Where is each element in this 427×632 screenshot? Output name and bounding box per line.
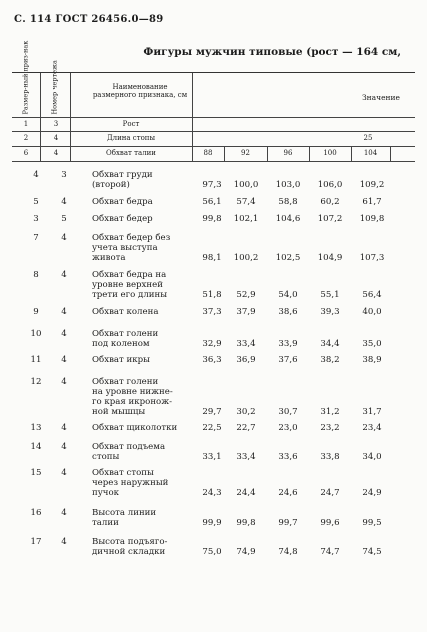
row-name-line: Обхват бедер <box>92 214 153 224</box>
head-row-pic: 4 <box>53 149 59 157</box>
row-value: 74,8 <box>278 547 298 557</box>
row-value: 99,5 <box>362 518 382 528</box>
row-name-line: Обхват стопы <box>92 468 154 478</box>
row-value: 37,3 <box>202 307 222 317</box>
row-value: 39,3 <box>320 307 340 317</box>
row-name <box>92 423 192 433</box>
row-value: 22,7 <box>236 423 256 433</box>
table-row <box>12 377 415 417</box>
head-row-num: 2 <box>23 134 29 142</box>
table-subtitle: Фигуры мужчин типовые (рост — 164 см, <box>143 46 401 58</box>
row-value: 24,4 <box>236 488 256 498</box>
row-number: 8 <box>33 270 39 280</box>
row-drawing: 4 <box>61 537 67 547</box>
row-value: 23,4 <box>362 423 382 433</box>
row-name-line: Обхват груди <box>92 170 153 180</box>
row-value: 32,9 <box>202 339 222 349</box>
row-name-line: Высота подъяго- <box>92 537 168 547</box>
head-row-num: 1 <box>23 120 29 128</box>
row-number: 9 <box>33 307 39 317</box>
row-number: 10 <box>30 329 42 339</box>
row-value: 98,1 <box>202 253 222 263</box>
row-value: 33,4 <box>236 339 256 349</box>
row-value: 23,0 <box>278 423 298 433</box>
row-name <box>92 233 192 263</box>
row-name-line: Обхват голени <box>92 377 159 387</box>
size-header: 104 <box>363 149 378 157</box>
row-drawing: 4 <box>61 270 67 280</box>
size-header: 96 <box>283 149 293 157</box>
row-drawing: 4 <box>61 442 67 452</box>
row-value: 37,9 <box>236 307 256 317</box>
table-row <box>12 307 415 317</box>
row-value: 107,3 <box>359 253 385 263</box>
row-name-line: го края икронож- <box>92 397 173 407</box>
row-value: 99,8 <box>202 214 222 224</box>
table-row <box>12 508 415 528</box>
row-value: 34,0 <box>362 452 382 462</box>
row-number: 7 <box>33 233 39 243</box>
column-header-name: Наименование размерного признака, см <box>92 83 188 99</box>
row-name <box>92 508 192 528</box>
row-value: 52,9 <box>236 290 256 300</box>
row-name-line: талии <box>92 518 119 528</box>
row-value: 57,4 <box>236 197 256 207</box>
row-name-line: Обхват подъема <box>92 442 166 452</box>
size-header: 92 <box>241 149 250 157</box>
row-value: 97,3 <box>202 180 222 190</box>
row-drawing: 4 <box>61 197 67 207</box>
row-value: 31,2 <box>320 407 340 417</box>
row-value: 100,2 <box>233 253 259 263</box>
row-number: 13 <box>30 423 42 433</box>
table-row <box>12 329 415 349</box>
table-row <box>12 442 415 462</box>
row-number: 11 <box>30 355 42 365</box>
row-drawing: 3 <box>61 170 67 180</box>
table-row <box>12 233 415 263</box>
row-name-line: дичной складки <box>92 547 166 557</box>
row-number: 17 <box>30 537 42 547</box>
row-value: 24,7 <box>320 488 340 498</box>
row-drawing: 4 <box>61 468 67 478</box>
head-row-name: Обхват талии <box>106 149 156 157</box>
row-value: 99,6 <box>320 518 340 528</box>
row-value: 24,6 <box>278 488 298 498</box>
row-value: 99,9 <box>202 518 222 528</box>
row-value: 106,0 <box>317 180 343 190</box>
row-drawing: 4 <box>61 307 67 317</box>
row-name <box>92 329 192 349</box>
row-number: 15 <box>30 468 42 478</box>
row-value: 56,1 <box>202 197 222 207</box>
row-value: 24,9 <box>362 488 382 498</box>
row-value: 30,7 <box>278 407 298 417</box>
table-row <box>12 423 415 433</box>
row-drawing: 4 <box>61 233 67 243</box>
row-name <box>92 197 192 207</box>
row-value: 56,4 <box>362 290 382 300</box>
row-value: 38,6 <box>278 307 298 317</box>
row-name-line: на уровне нижне- <box>92 387 173 397</box>
row-name-line: трети его длины <box>92 290 168 300</box>
row-name-line: Обхват голени <box>92 329 159 339</box>
row-value: 33,6 <box>278 452 298 462</box>
table-row <box>12 270 415 300</box>
row-value: 38,9 <box>362 355 382 365</box>
row-value: 61,7 <box>362 197 382 207</box>
row-value: 58,8 <box>278 197 298 207</box>
row-value: 30,2 <box>236 407 256 417</box>
row-value: 34,4 <box>320 339 340 349</box>
column-header-number: Размер-ный приз-нак <box>21 40 30 115</box>
row-name-line: учета выступа <box>92 243 158 253</box>
row-drawing: 5 <box>61 214 67 224</box>
column-header-drawing: Номер чертежа <box>50 60 59 115</box>
row-name <box>92 355 192 365</box>
row-name <box>92 537 192 557</box>
size-header: 100 <box>323 149 337 157</box>
row-value: 104,9 <box>317 253 343 263</box>
row-name <box>92 442 192 462</box>
row-value: 75,0 <box>202 547 222 557</box>
row-value: 37,6 <box>278 355 298 365</box>
head-row-pic: 3 <box>53 120 59 128</box>
row-name <box>92 170 192 190</box>
row-name-line: живота <box>92 253 126 263</box>
row-value: 38,2 <box>320 355 340 365</box>
row-name-line: Обхват бедра на <box>92 270 167 280</box>
row-value: 33,8 <box>320 452 340 462</box>
row-value: 60,2 <box>320 197 340 207</box>
row-value: 29,7 <box>202 407 222 417</box>
row-drawing: 4 <box>61 423 67 433</box>
table-row <box>12 355 415 365</box>
table-row <box>12 468 415 498</box>
row-number: 4 <box>33 170 39 180</box>
row-drawing: 4 <box>61 355 67 365</box>
row-value: 109,8 <box>359 214 385 224</box>
row-value: 24,3 <box>202 488 222 498</box>
column-header-value: Значение <box>362 93 400 102</box>
table-row <box>12 170 415 190</box>
page-header: С. 114 ГОСТ 26456.0—89 <box>14 14 164 25</box>
row-value: 33,9 <box>278 339 298 349</box>
row-number: 3 <box>33 214 39 224</box>
row-name-line: Высота линии <box>92 508 157 518</box>
row-number: 5 <box>33 197 39 207</box>
row-value: 100,0 <box>233 180 259 190</box>
row-value: 99,7 <box>278 518 298 528</box>
row-name-line: Обхват бедра <box>92 197 153 207</box>
head-row-name: Длина стопы <box>106 134 156 142</box>
row-value: 35,0 <box>362 339 382 349</box>
row-value: 40,0 <box>362 307 382 317</box>
row-value: 23,2 <box>320 423 340 433</box>
head-row-num: 6 <box>23 149 29 157</box>
row-name-line: (второй) <box>92 180 130 190</box>
row-name-line: стопы <box>92 452 120 462</box>
row-value: 102,5 <box>275 253 301 263</box>
row-name <box>92 377 192 417</box>
row-value: 99,8 <box>236 518 256 528</box>
row-value: 103,0 <box>275 180 301 190</box>
table-row <box>12 197 415 207</box>
row-value: 54,0 <box>278 290 298 300</box>
row-name-line: через наружный <box>92 478 169 488</box>
row-name <box>92 468 192 498</box>
row-name-line: Обхват колена <box>92 307 159 317</box>
head-row-value: 25 <box>363 134 373 142</box>
table-row <box>12 537 415 557</box>
row-number: 12 <box>30 377 42 387</box>
row-name-line: под коленом <box>92 339 150 349</box>
row-value: 51,8 <box>202 290 222 300</box>
row-value: 107,2 <box>317 214 343 224</box>
row-name <box>92 214 192 224</box>
row-value: 22,5 <box>202 423 222 433</box>
row-value: 109,2 <box>359 180 385 190</box>
size-header: 88 <box>203 149 213 157</box>
row-value: 33,1 <box>202 452 222 462</box>
row-value: 55,1 <box>320 290 340 300</box>
row-value: 104,6 <box>275 214 301 224</box>
row-drawing: 4 <box>61 377 67 387</box>
row-value: 74,7 <box>320 547 340 557</box>
row-number: 14 <box>30 442 42 452</box>
row-value: 36,3 <box>202 355 222 365</box>
row-drawing: 4 <box>61 329 67 339</box>
row-value: 74,9 <box>236 547 256 557</box>
head-row-name: Рост <box>122 120 140 128</box>
row-name-line: пучок <box>92 488 120 498</box>
row-value: 33,4 <box>236 452 256 462</box>
head-row-pic: 4 <box>53 134 59 142</box>
row-value: 74,5 <box>362 547 382 557</box>
row-value: 31,7 <box>362 407 382 417</box>
row-name-line: Обхват щиколотки <box>92 423 178 433</box>
row-value: 102,1 <box>233 214 259 224</box>
row-name <box>92 307 192 317</box>
row-drawing: 4 <box>61 508 67 518</box>
row-number: 16 <box>30 508 42 518</box>
row-value: 36,9 <box>236 355 256 365</box>
row-name-line: Обхват икры <box>92 355 150 365</box>
row-name-line: ной мышцы <box>92 407 146 417</box>
row-name-line: уровне верхней <box>92 280 163 290</box>
row-name-line: Обхват бедер без <box>92 233 171 243</box>
table-row <box>12 214 415 224</box>
row-name <box>92 270 192 300</box>
